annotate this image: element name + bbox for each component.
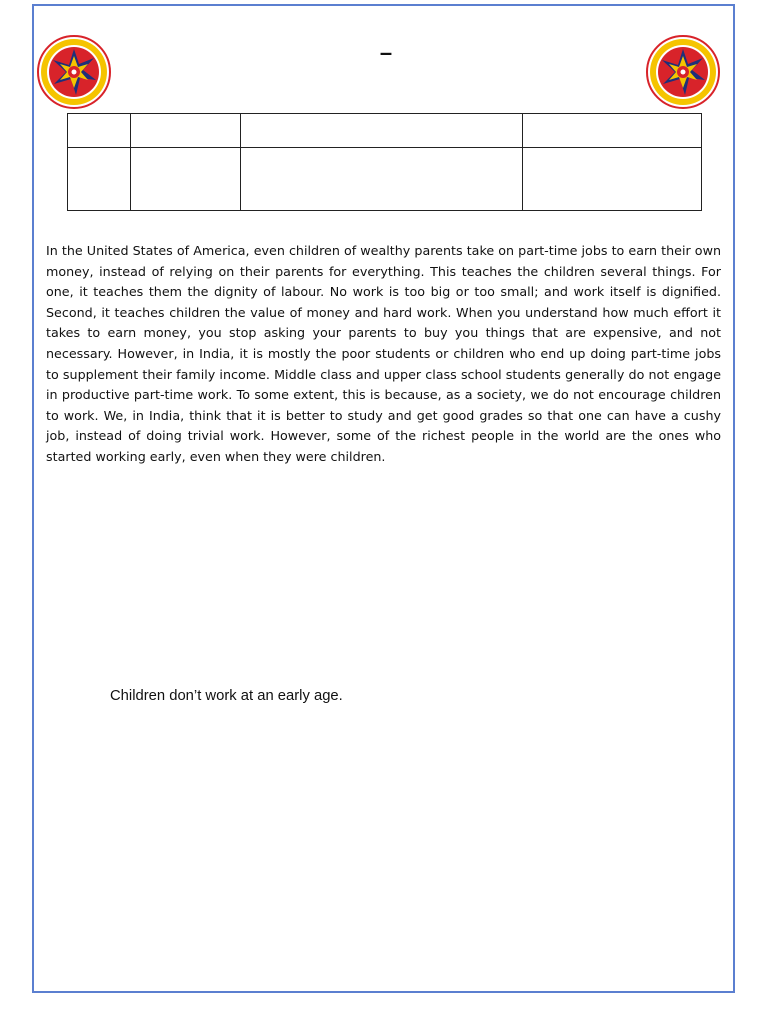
table-cell: [68, 114, 131, 148]
table-row: [68, 114, 702, 148]
scert-logo-right: [645, 34, 721, 110]
header-dash: –: [379, 40, 393, 65]
table-cell: [241, 114, 523, 148]
statement-text: Children don’t work at an early age.: [110, 688, 343, 704]
table-row: [68, 148, 702, 211]
table-cell: [131, 114, 241, 148]
table-cell: [523, 148, 702, 211]
reading-passage: In the United States of America, even children of wealthy parents take on part-time jobs to earn their own money, instead of relying on their parents for everything. This teaches the children several things. For one, it teaches them the dignity of labour. No work is too big or too small; and work itself is dignified. Second, it teaches children the value of money and hard work. When you understand how much effort it takes to earn money, you stop asking your parents to buy you things that are expensive, and not necessary. However, in India, it is mostly the poor students or children who end up doing part-time jobs to supplement their family income. Middle class and upper class school students generally do not engage in productive part-time work. To some extent, this is because, as a society, we do not encourage children to work. We, in India, think that it is better to study and get good grades so that one can have a cushy job, instead of doing trivial work. However, some of the richest people in the world are the ones who started working early, even when they were children.: [46, 243, 721, 464]
table-cell: [523, 114, 702, 148]
info-table: [67, 113, 702, 211]
table-cell: [68, 148, 131, 211]
table-cell: [131, 148, 241, 211]
table-cell: [241, 148, 523, 211]
scert-logo-left: [36, 34, 112, 110]
